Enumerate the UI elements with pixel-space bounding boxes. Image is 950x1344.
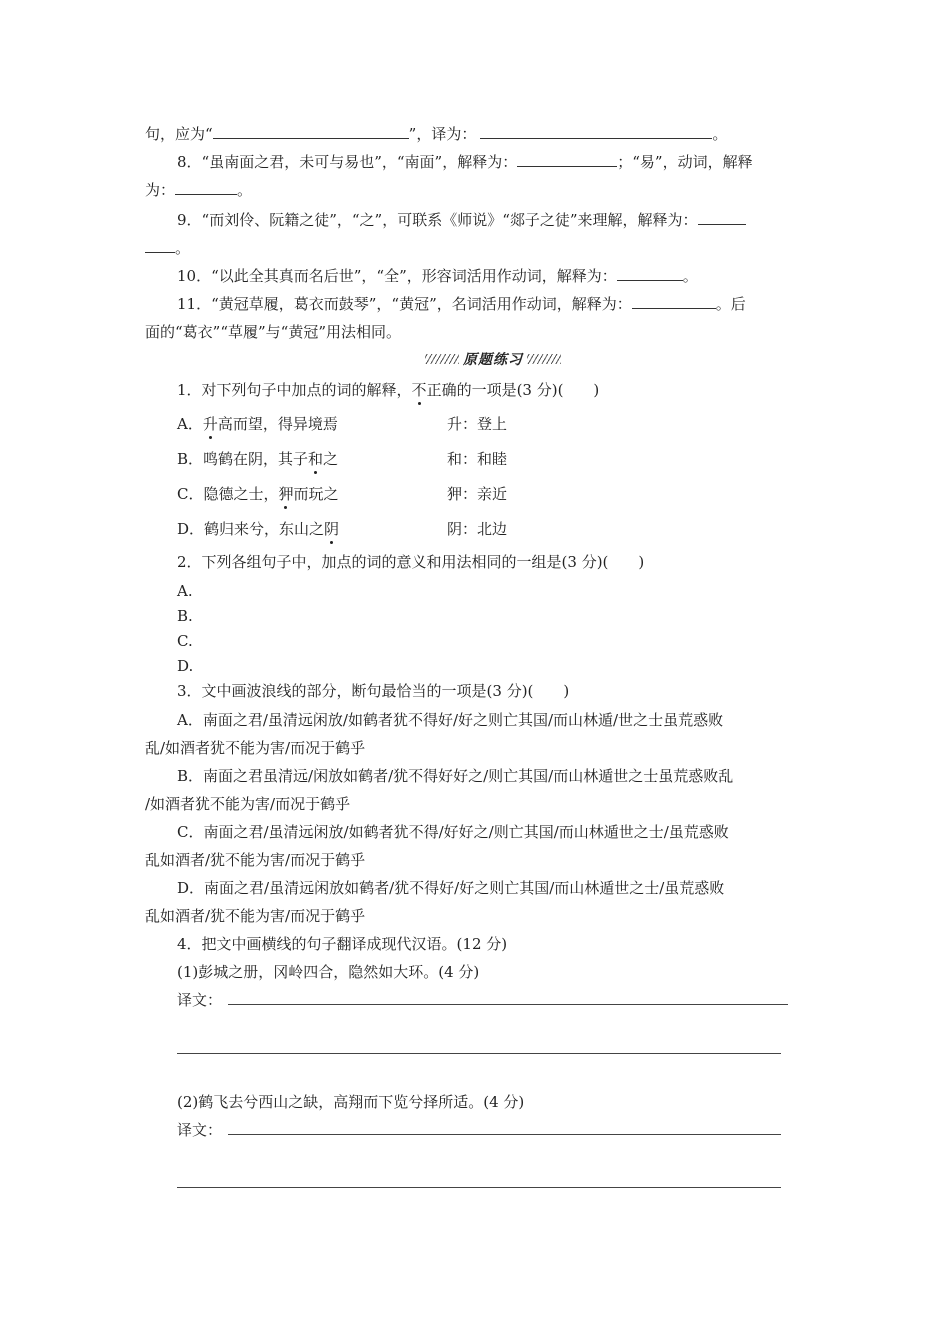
translation-label-1: 译文：: [177, 991, 223, 1009]
question-4-sentence-1: (1)彭城之册，冈岭四合，隐然如大环。(4 分): [177, 963, 480, 981]
question-1-option-d-gloss: 阴：北边: [447, 520, 508, 538]
emphasis-dot-char: 阴: [324, 520, 340, 538]
question-11-cont: 面的“葛衣”“草履”与“黄冠”用法相同。: [145, 323, 402, 341]
emphasis-dot-char: 和: [308, 450, 324, 468]
question-1-option-c[interactable]: C．隐德之士，狎而玩之: [177, 485, 339, 503]
translation-answer-line[interactable]: [177, 1187, 781, 1188]
question-1-option-a[interactable]: A．升高而望，得异境焉: [177, 415, 338, 433]
answer-blank[interactable]: [517, 152, 617, 167]
hatch-decoration-right: [527, 354, 561, 364]
question-3-option-a[interactable]: A．南面之君/虽清远闲放/如鹤者犹不得好/好之则亡其国/而山林遁/世之士虽荒惑败: [177, 711, 724, 729]
emphasis-dot-char: 升: [202, 415, 218, 433]
answer-blank[interactable]: [698, 210, 746, 225]
section-header: [423, 350, 563, 368]
question-3-option-d[interactable]: D．南面之君/虽清远闲放如鹤者/犹不得好/好之则亡其国/而山林遁世之士/虽荒惑败: [177, 879, 725, 897]
question-1-option-b-gloss: 和：和睦: [447, 450, 508, 468]
question-3-option-c-cont: 乱如酒者/犹不能为害/而况于鹤乎: [145, 851, 366, 869]
question-4-stem: 4．把文中画横线的句子翻译成现代汉语。(12 分): [177, 935, 508, 953]
question-1-option-b[interactable]: B．鸣鹤在阴，其子和之: [177, 450, 339, 468]
answer-blank[interactable]: [632, 294, 716, 309]
question-3-option-b-cont: /如酒者犹不能为害/而况于鹤乎: [145, 795, 351, 813]
emphasis-dot-char: 不: [411, 381, 427, 399]
question-3-option-b[interactable]: B．南面之君虽清远/闲放如鹤者/犹不得好好之/则亡其国/而山林遁世之士虽荒惑败乱: [177, 767, 734, 785]
translation-answer-line[interactable]: [228, 1134, 781, 1135]
question-3-option-c[interactable]: C．南面之君/虽清远闲放/如鹤者犹不得/好好之/则亡其国/而山林遁世之士/虽荒惑败: [177, 823, 729, 841]
answer-blank[interactable]: [175, 180, 237, 195]
fill-in-line-7: 句，应为“ ”，译为： 。: [145, 125, 728, 143]
answer-blank[interactable]: [480, 124, 712, 139]
question-11: 11．“黄冠草履，葛衣而鼓琴”，“黄冠”，名词活用作动词，解释为： 。后: [177, 295, 746, 313]
question-8: 8．“虽南面之君，未可与易也”，“南面”，解释为： ；“易”，动词，解释: [177, 153, 753, 171]
question-4-sentence-2: (2)鹤飞去兮西山之缺，高翔而下览兮择所适。(4 分): [177, 1093, 525, 1111]
question-3-option-a-cont: 乱/如酒者犹不能为害/而况于鹤乎: [145, 739, 366, 757]
question-3-stem: 3．文中画波浪线的部分，断句最恰当的一项是(3 分)( ): [177, 682, 570, 700]
translation-label-2: 译文：: [177, 1121, 223, 1139]
answer-blank[interactable]: [617, 266, 683, 281]
question-1-stem: 1．对下列句子中加点的词的解释，不正确的一项是(3 分)( ): [177, 381, 600, 399]
question-2-option-b[interactable]: B.: [177, 607, 193, 625]
translation-answer-line[interactable]: [177, 1053, 781, 1054]
question-2-stem: 2．下列各组句子中，加点的词的意义和用法相同的一组是(3 分)( ): [177, 553, 645, 571]
question-9: 9．“而刘伶、阮籍之徒”，“之”，可联系《师说》“郯子之徒”来理解，解释为：: [177, 210, 746, 230]
answer-blank[interactable]: [213, 124, 409, 139]
question-8-cont: 为： 。: [145, 181, 253, 199]
answer-blank[interactable]: [145, 238, 175, 253]
hatch-decoration-left: [425, 354, 459, 364]
translation-answer-line[interactable]: [228, 1004, 788, 1005]
emphasis-dot-char: 狎: [278, 485, 294, 503]
question-1-option-c-gloss: 狎：亲近: [447, 485, 508, 503]
question-1-option-d[interactable]: D．鹤归来兮，东山之阴: [177, 520, 340, 538]
question-3-option-d-cont: 乱如酒者/犹不能为害/而况于鹤乎: [145, 907, 366, 925]
section-title: 原题练习: [463, 352, 523, 368]
question-2-option-c[interactable]: C.: [177, 632, 193, 650]
question-1-option-a-gloss: 升：登上: [447, 415, 508, 433]
question-10: 10．“以此全其真而名后世”，“全”，形容词活用作动词，解释为： 。: [177, 267, 698, 285]
question-2-option-d[interactable]: D.: [177, 657, 194, 675]
question-2-option-a[interactable]: A.: [177, 582, 193, 600]
question-9-cont: 。: [145, 238, 190, 258]
